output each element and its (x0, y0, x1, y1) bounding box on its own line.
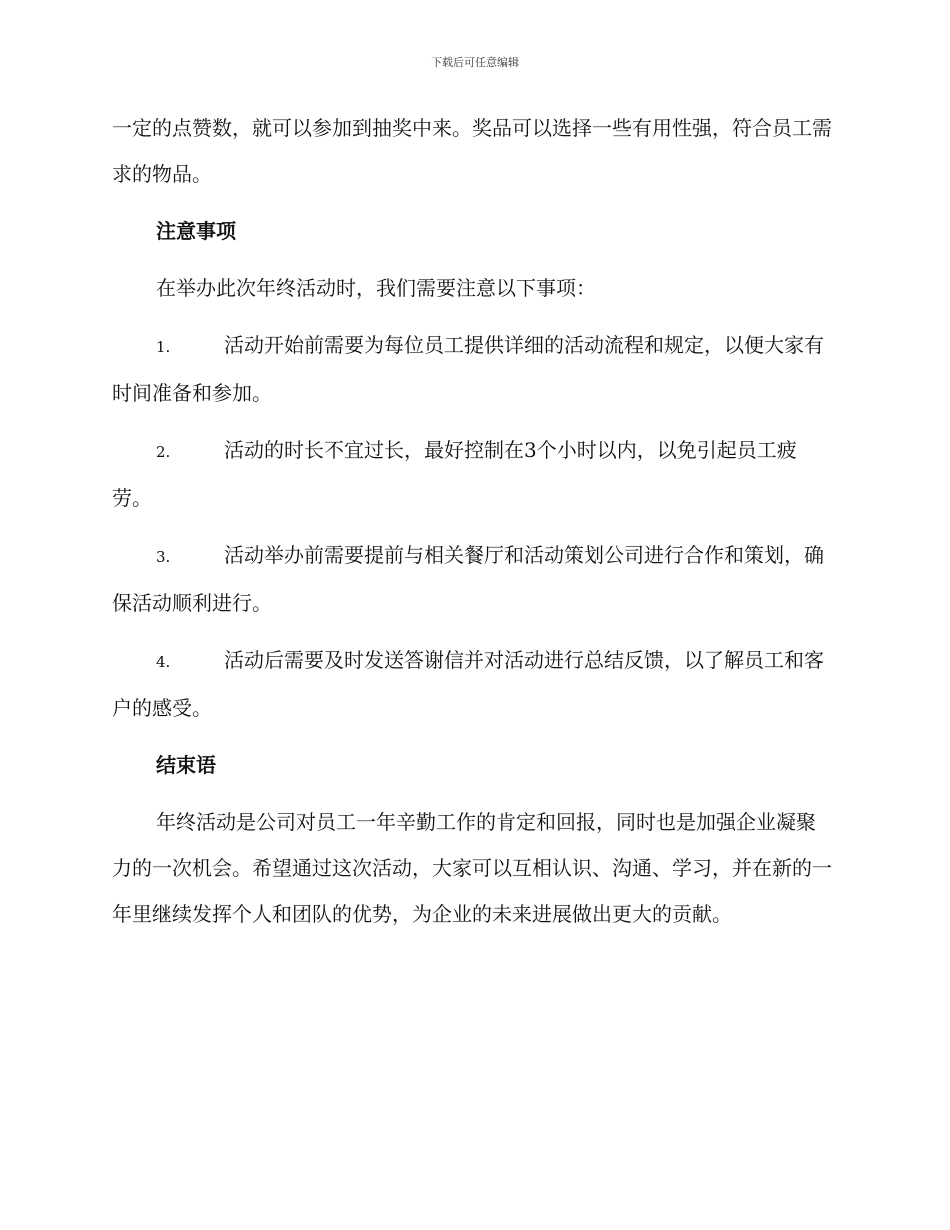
list-item (112, 427, 834, 521)
list-item-number: 2. (156, 443, 171, 461)
list-item-text: 活动举办前需要提前与相关餐厅和活动策划公司进行合作和策划，确保活动顺利进行。 (112, 543, 824, 615)
intro-continuation-paragraph: 一定的点赞数，就可以参加到抽奖中来。奖品可以选择一些有用性强，符合员工需求的物品。 (112, 116, 832, 186)
notes-heading: 注意事项 (156, 219, 236, 243)
list-item-text: 活动后需要及时发送答谢信并对活动进行总结反馈，以了解员工和客户的感受。 (112, 648, 824, 720)
document-body (112, 105, 834, 948)
notes-intro-paragraph: 在举办此次年终活动时，我们需要注意以下事项： (156, 276, 596, 300)
closing-heading: 结束语 (156, 753, 216, 777)
page-header: 下载后可任意编辑 (431, 56, 519, 69)
list-item (112, 322, 834, 416)
list-item-text: 活动的时长不宜过长，最好控制在3个小时以内，以免引起员工疲劳。 (112, 438, 797, 510)
list-item-number: 3. (156, 548, 171, 566)
list-item (112, 637, 834, 731)
list-item-number: 1. (156, 338, 171, 356)
list-item-number: 4. (156, 653, 171, 671)
list-item (112, 532, 834, 626)
list-item-text: 活动开始前需要为每位员工提供详细的活动流程和规定，以便大家有时间准备和参加。 (112, 333, 824, 405)
closing-paragraph: 年终活动是公司对员工一年辛勤工作的肯定和回报，同时也是加强企业凝聚力的一次机会。希望通过这次活动，大家可以互相认识、沟通、学习，并在新的一年里继续发挥个人和团队的优势，为企业的未来进展做出更大的贡献。 (112, 810, 832, 926)
